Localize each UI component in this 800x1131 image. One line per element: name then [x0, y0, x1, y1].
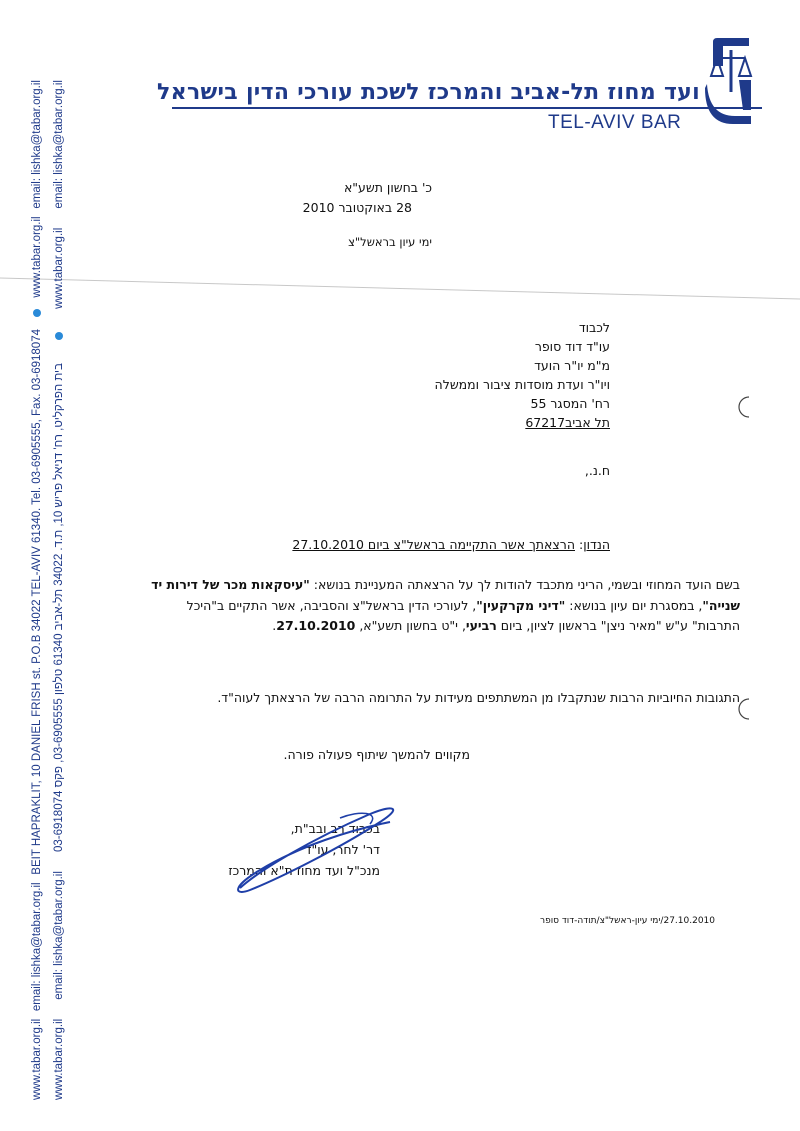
lecture-title: "עיסקאות מכר של דירות יד שנייה" — [151, 577, 740, 613]
bar-association-logo — [705, 36, 755, 128]
seminar-topic: "דיני מקרקעין" — [476, 597, 566, 613]
para1-text: , לעורכי הדין בראשל"צ והסביבה, אשר התקיים ב"היכל התרבות" ע"ש "מאיר ניצן" בראשון לציון, ביום — [186, 597, 740, 633]
handwritten-signature — [220, 800, 410, 896]
subject-label: הנדון — [583, 537, 610, 552]
punch-hole-icon — [735, 697, 759, 721]
sidebar-website[interactable]: www.tabar.org.il — [53, 1018, 65, 1100]
body-paragraph-1: בשם הועד המחוזי ובשמי, הריני מתכבד להודות לך על הרצאתה המעניינת בנושא: "עיסקאות מכר של דירות יד שנייה", במסגרת יום עיון בנושא: "דיני מקרקעין", לעורכי הדין בראשל"צ והסביבה, אשר התקיים ב"היכל התרבות" ע"ש "מאיר ניצן" בראשון לציון, ביום רביעי, י"ט בחשון תשע"א, 27.10.2010. — [151, 577, 740, 633]
recipient-address — [435, 318, 610, 432]
para1-text: , י"ט בחשון תשע"א, — [355, 618, 466, 633]
address-line: לכבוד — [578, 320, 610, 335]
document-reference: 27.10.2010/ימי עיון-ראשל"צ/תודה-דוד סופר — [540, 916, 715, 926]
organization-name-hebrew: ועד מחוז תל-אביב והמרכז לשכת עורכי הדין בישראל — [157, 80, 700, 105]
para1-text: , במסגרת יום עיון בנושא: — [569, 597, 703, 613]
sign-off: בכבוד רב ובב"ת, — [290, 821, 380, 836]
greeting: ח.נ., — [584, 463, 610, 478]
closing-line: מקווים להמשך שיתוף פעולה פורה. — [283, 747, 470, 762]
signer-title: מנכ"ל ועד מחוז ת"א והמרכז — [228, 863, 380, 878]
sidebar-website[interactable]: www.tabar.org.il — [31, 216, 43, 298]
date-gregorian: 28 באוקטובר 2010 — [302, 200, 412, 215]
para1-text: בשם הועד המחוזי ובשמי, הריני מתכבד להודות לך על הרצאתה המעניינת בנושא: — [313, 577, 740, 592]
topic-reference: ימי עיון בראשל"צ — [348, 235, 432, 249]
sidebar-line-english — [26, 80, 48, 1100]
address-line: ויו"ר ועדת מוסדות ציבור וממשלה — [434, 377, 610, 392]
punch-hole-icon — [735, 395, 759, 419]
sidebar-line-hebrew — [48, 80, 70, 1100]
body-paragraph-2: התגובות החיוביות הרבות שנתקבלו מן המשתתפים מעידות על התרומה הרבה של הרצאתך לעוה"ד. — [217, 690, 740, 705]
header-divider — [172, 107, 762, 109]
sidebar-address-hebrew: בית הפרקליט, רח' דניאל פריש 10, ת.ד. 34022 תל-אביב 61340 טלפון 03-6905555, פקס 03-6918074 — [53, 363, 65, 852]
paper-fold-crease — [0, 273, 800, 303]
sidebar-email[interactable]: email: lishka@tabar.org.il — [31, 882, 43, 1012]
signer-name: דר' לחר, עו"ד — [304, 842, 380, 857]
organization-name-english: TEL-AVIV BAR — [548, 112, 682, 133]
date-hebrew: כ' בחשון תשע"א — [343, 180, 432, 195]
address-line: מ"מ יו"ר הועד — [534, 358, 610, 373]
contact-sidebar — [26, 80, 74, 1100]
bullet-dot-icon — [33, 309, 41, 317]
sidebar-website[interactable]: www.tabar.org.il — [53, 227, 65, 309]
address-line: עו"ד דוד סופר — [534, 339, 610, 354]
sidebar-email[interactable]: email: lishka@tabar.org.il — [31, 80, 43, 209]
bullet-dot-icon — [55, 332, 63, 340]
weekday: רביעי — [465, 618, 497, 633]
sidebar-address: BEIT HAPRAKLIT, 10 DANIEL FRISH st. P.O.B 34022 TEL-AVIV 61340. Tel. 03-6905555, Fax. 03-6918074 — [31, 329, 43, 875]
sidebar-email[interactable]: email: lishka@tabar.org.il — [53, 871, 65, 1000]
subject-text: הרצאתך אשר התקיימה בראשל"צ ביום 27.10.2010 — [292, 537, 575, 552]
sidebar-email[interactable]: email: lishka@tabar.org.il — [53, 80, 65, 209]
sidebar-website[interactable]: www.tabar.org.il — [31, 1018, 43, 1100]
lecture-date: 27.10.2010 — [276, 618, 356, 633]
subject-line: הנדון: הרצאתך אשר התקיימה בראשל"צ ביום 27.10.2010 — [292, 537, 610, 552]
address-line: רח' המסגר 55 — [530, 396, 610, 411]
address-line: תל אביב67217 — [525, 415, 610, 430]
